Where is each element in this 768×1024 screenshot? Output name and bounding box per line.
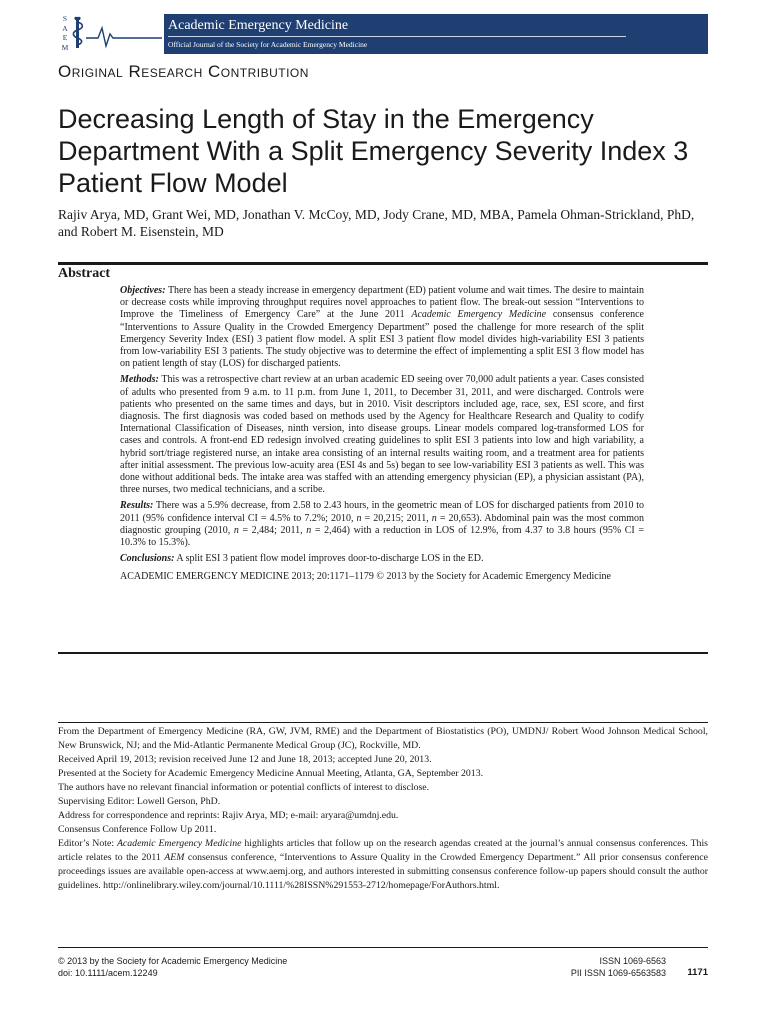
results-n-symbol: n [233, 524, 239, 536]
saem-vertical-letters [58, 14, 72, 54]
footnote-editor: Supervising Editor: Lowell Gerson, PhD. [58, 796, 221, 807]
abstract-results [120, 500, 644, 549]
footnote-editors-note [58, 837, 708, 893]
section-label: Original Research Contribution [58, 62, 309, 81]
abstract-citation: ACADEMIC EMERGENCY MEDICINE 2013; 20:1171–1179 © 2013 by the Society for Academic Emergency Medicine [120, 571, 611, 583]
journal-logo-icon [72, 16, 162, 50]
footnote-followup: Consensus Conference Follow Up 2011. [58, 824, 217, 835]
objectives-text-b: consensus conference “Interventions to Assure Quality in the Crowded Emergency Department” posed the challenge for more research of the split Emergency Severity Index (ESI) 3 patient flow model. A split ESI 3 patient flow model divides high-variability ESI 3 patients from low-variability ESI 3 patients. The study objective was to determine the effect of implementing a split ESI 3 flow model has on patient length of stay (LOS) for discharged patients. [120, 309, 645, 370]
abstract-objectives [120, 285, 644, 370]
journal-name: Academic Emergency Medicine [168, 18, 349, 33]
footer-pii: PII ISSN 1069-6563583 [570, 968, 666, 978]
conclusions-label: Conclusions: [120, 553, 175, 565]
page-number: 1171 [687, 967, 708, 978]
editors-note-a: Editor’s Note: [58, 838, 117, 849]
abstract-body [120, 285, 644, 588]
methods-label: Methods: [120, 374, 159, 386]
article-title: Decreasing Length of Stay in the Emergency Department With a Split Emergency Severity Index 3 Patient Flow Model [58, 104, 689, 198]
footer-copyright: © 2013 by the Society for Academic Emergency Medicine [58, 956, 288, 966]
results-text-a: There was a 5.9% decrease, from 2.58 to 2.43 hours, in the geometric mean of LOS for discharged patients from 2010 to 2011 (95% confidence interval CI = 4.5% to 7.2%; 2010, [120, 500, 644, 524]
saem-letter: E [62, 33, 68, 42]
journal-bar-divider [168, 36, 626, 37]
results-text-d: = 2,484; 2011, [238, 524, 307, 536]
journal-title-bar [164, 14, 708, 54]
abstract-methods [120, 374, 644, 496]
editors-note-journal: Academic Emergency Medicine [116, 838, 242, 849]
results-text-b: = 20,215; 2011, [361, 512, 432, 524]
results-label: Results: [120, 500, 154, 512]
results-text-e: = 2,464) with a reduction in LOS of 12.9%, from 4.37 to 3.8 hours (95% CI = 10.3% to 15.3%). [120, 524, 644, 549]
footer-doi: doi: 10.1111/acem.12249 [58, 968, 158, 978]
editors-note-b: highlights articles that follow up on the research agendas created at the journal’s annual consensus conferences. This article relates to the 2011 [58, 838, 708, 863]
objectives-journal-name: Academic Emergency Medicine [411, 309, 547, 321]
author-list: Rajiv Arya, MD, Grant Wei, MD, Jonathan V. McCoy, MD, Jody Crane, MD, MBA, Pamela Ohman-Strickland, PhD, and Robert M. Eisenstein, MD [58, 207, 695, 239]
journal-subtitle: Official Journal of the Society for Academic Emergency Medicine [168, 40, 368, 49]
article-footnotes [58, 722, 708, 893]
conclusions-text: A split ESI 3 patient flow model improves door-to-discharge LOS in the ED. [174, 553, 484, 565]
footnote-correspondence: Address for correspondence and reprints: Rajiv Arya, MD; e-mail: aryara@umdnj.edu. [58, 810, 399, 821]
results-n-symbol: n [356, 512, 362, 524]
abstract-heading: Abstract [58, 266, 111, 281]
footnote-disclosure: The authors have no relevant financial information or potential conflicts of interest to disclose. [58, 782, 430, 793]
footnote-affiliations: From the Department of Emergency Medicine (RA, GW, JVM, RME) and the Department of Biostatistics (PO), UMDNJ/ Robert Wood Johnson Medical School, New Brunswick, NJ; and the Mid-Atlantic Permanente Medical Group (JC), Rockville, MD. [58, 726, 708, 751]
methods-text: This was a retrospective chart review at an urban academic ED seeing over 70,000 adult patients a year. Cases consisted of adults who presented from 9 a.m. to 11 p.m. from June 1, 2011, to December 31, 2011, and were discharged. Controls were patients who presented on the same times and days, but in 2010. Visit descriptors included age, race, sex, ESI score, and first diagnosis. The first diagnosis was coded based on methods used by the Agency for Healthcare Research and Quality to codify International Classification of Diseases, ninth version, into disease groups. Linear models compared log-transformed LOS for cases and controls. A front-end ED redesign involved creating guidelines to split ESI 3 patients into low and high variability, a hybrid sort/triage registered nurse, an intake area consisting of an internal results waiting room, and a treatment area for patients after initial assessment. The previous low-acuity area (ESI 4s and 5s) began to see low-variability ESI 3 patients as well. This was done without additional beds. The intake area was staffed with an attending emergency physician (EP), a physician assistant (PA), three nurses, two medical technicians, and a scribe. [120, 374, 644, 496]
abstract-bottom-rule [58, 652, 708, 654]
abstract-top-rule [58, 262, 708, 265]
editors-note-aem: AEM [164, 852, 185, 863]
objectives-label: Objectives: [120, 285, 166, 296]
results-n-symbol: n [431, 512, 437, 524]
results-text-c: = 20,653). Abdominal pain was the most common diagnostic grouping (2010, [120, 512, 645, 536]
saem-letter: M [61, 42, 69, 52]
footnote-presented: Presented at the Society for Academic Emergency Medicine Annual Meeting, Atlanta, GA, September 2013. [58, 768, 484, 779]
footer-right [571, 955, 666, 979]
abstract-conclusions [120, 553, 644, 565]
footer-issn: ISSN 1069-6563 [599, 956, 666, 966]
saem-letter: S [62, 14, 68, 23]
objectives-text-a: There has been a steady increase in emergency department (ED) patient volume and wait times. The desire to maintain or decrease costs while improving throughput requires novel approaches to patient flow. The break-out session “Interventions to Improve the Timeliness of Emergency Care” at the June 2011 [120, 285, 644, 321]
results-n-symbol: n [306, 524, 312, 536]
saem-letter: A [62, 23, 68, 33]
footer-left [58, 955, 287, 979]
page-footer [58, 947, 708, 978]
journal-header [58, 14, 708, 54]
editors-note-c: consensus conference, “Interventions to Assure Quality in the Crowded Emergency Department.” All prior consensus conference proceedings issues are available open-access at www.aemj.org, and authors interested in submitting consensus conference follow-up papers should consult the author guidelines. http://onlinelibrary.wiley.com/journal/10.1111/%28ISSN%291553-2712/homepage/ForAuthors.html. [58, 852, 709, 891]
footnote-received: Received April 19, 2013; revision received June 12 and June 18, 2013; accepted June 20, 2013. [58, 754, 432, 765]
